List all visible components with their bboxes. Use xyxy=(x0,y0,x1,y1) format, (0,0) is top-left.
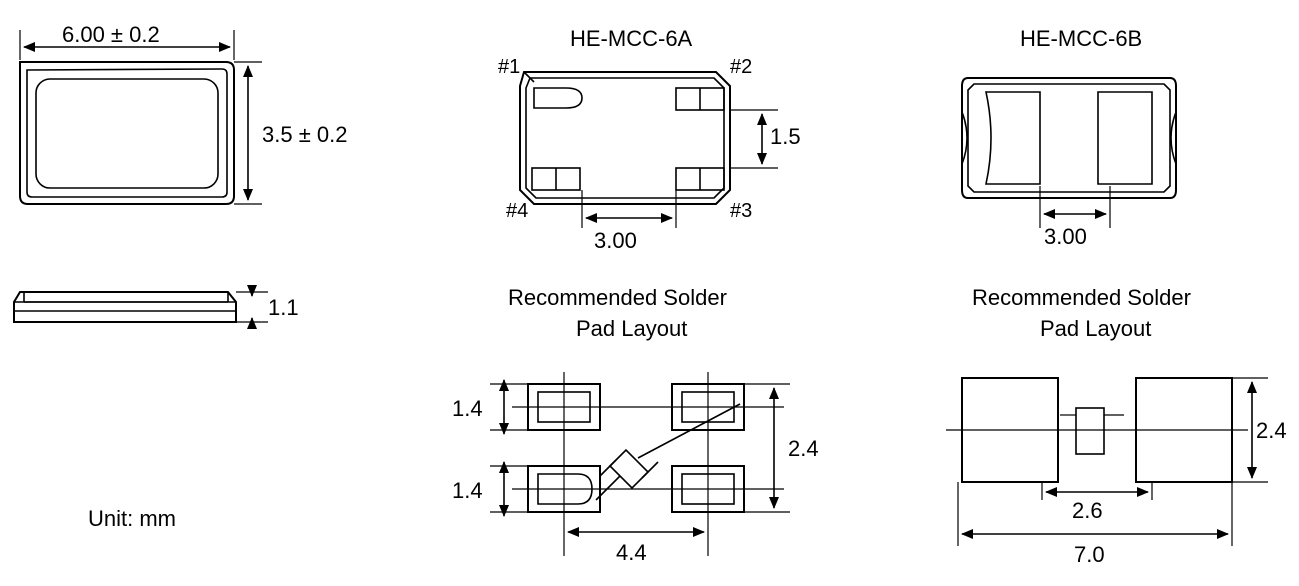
package-a-pin2-label: #2 xyxy=(730,56,753,78)
top-view-height-label: 3.5 ± 0.2 xyxy=(262,122,348,147)
package-b-outline xyxy=(962,78,1176,198)
solder-a-overall-height-dimension xyxy=(744,384,790,512)
solder-b-title-line1: Recommended Solder xyxy=(972,285,1191,310)
solder-a-pads xyxy=(512,372,784,556)
package-a-title: HE-MCC-6A xyxy=(570,26,693,51)
solder-a-overall-width-label: 4.4 xyxy=(616,540,647,565)
solder-a-bottom-height-label: 1.4 xyxy=(452,478,483,503)
solder-b-title-line2: Pad Layout xyxy=(1040,316,1152,341)
crystal-symbol xyxy=(596,404,740,500)
unit-note: Unit: mm xyxy=(88,506,176,531)
top-view-height-dimension xyxy=(234,62,262,204)
solder-a-top-height-label: 1.4 xyxy=(452,396,483,421)
package-a-pin3-label: #3 xyxy=(730,200,753,222)
solder-b-overall-width-label: 7.0 xyxy=(1074,542,1105,567)
solder-a-title-line2: Pad Layout xyxy=(576,316,688,341)
package-a-pin1-label: #1 xyxy=(498,56,521,78)
solder-b-pads xyxy=(946,378,1248,482)
side-view-outline xyxy=(14,292,236,322)
top-view-outline xyxy=(20,62,234,204)
solder-a-overall-height-label: 2.4 xyxy=(788,436,819,461)
package-a-pin4-label: #4 xyxy=(506,200,529,222)
package-a-outline xyxy=(520,72,730,204)
solder-b-overall-height-label: 2.4 xyxy=(1256,418,1287,443)
package-b-horizontal-label: 3.00 xyxy=(1044,224,1087,249)
side-view-thickness-label: 1.1 xyxy=(268,295,299,320)
solder-b-gap-label: 2.6 xyxy=(1072,498,1103,523)
package-b-title: HE-MCC-6B xyxy=(1020,26,1143,51)
package-a-horizontal-dimension xyxy=(582,190,676,228)
top-view-width-label: 6.00 ± 0.2 xyxy=(62,22,160,47)
side-view-thickness-dimension xyxy=(236,288,268,326)
solder-a-title-line1: Recommended Solder xyxy=(508,285,727,310)
package-a-horizontal-label: 3.00 xyxy=(594,228,637,253)
package-a-vertical-label: 1.5 xyxy=(770,124,801,149)
